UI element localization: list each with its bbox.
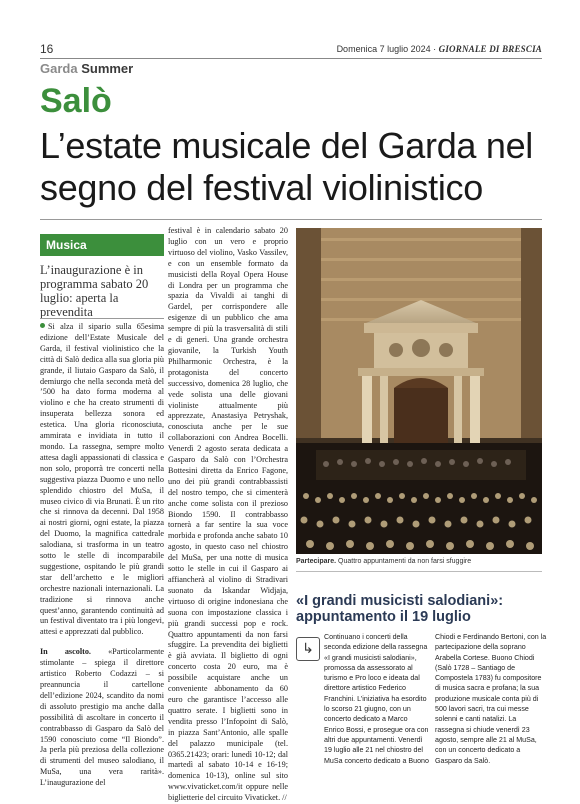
article-paragraph-1 [40, 322, 164, 638]
photo-caption-lead: Partecipare. [296, 558, 337, 565]
article-paragraph-3: festival è in calendario sabato 20 luglio con un vero e proprio virtuoso del violino, Vasko Vassilev, e con un ensemble formato da musicisti della Royal Opera House di Londra per un programma che spazia da Vivaldi ai tanghi di Gardel, per corrispondere alle esigenze di un pubblico che ama sempre di più la trasversalità di stili e di generi. Una grande orchestra giovanile, la Turkish Youth Philharmonic Orchestra, è la protagonista del concerto successivo, domenica 28 luglio, che vede solista una delle giovani violiniste attualmente più apprezzate, Anastasiya Petryshak, conosciuta anche per le sue collaborazioni con Andrea Bocelli. Venerdì 2 agosto serata dedicata a Gasparo da Salò con l’Orchestra Bottesini diretta da Enrico Fagone, uno dei più grandi contrabbassisti del nostro tempo, che si cimenterà anche come solista con il prezioso Biondo 1590. Il contrabbasso tornerà a far sentire la sua voce morbida e profonda anche sabato 10 agosto, in questo caso nel chiostro del MuSa, per una notte di musica sotto le stelle in cui il Gasparo ai affiancherà al violino di Stradivari suonato da Iskandar Widjaja, virtuoso di origine indonesiana che suona con impostazione classica i più grandi successi pop e rock. Quattro appuntamenti da non farsi sfuggire. La prevendita dei biglietti è già avviata. Il biglietto di ogni concerto costa 20 euro, ma è possibile acquistare anche un conveniente abbonamento da 60 euro che garantisce l’accesso alle quattro serate. I biglietti sono in vendita presso l’Infopoint di Salò, in piazza Sant’Antonio, alle spalle del palazzo municipale (tel. 0365.21423; orari: lunedì 10-12; dal martedì al sabato 10-14 e 16-19; domenica 10-13), online sul sito www.vivaticket.com/it oppure nelle biglietterie del circuito Vivaticket. // [168, 226, 288, 803]
kicker: L’inaugurazione è in programma sabato 20 luglio: aperta la prevendita [40, 263, 149, 319]
sidebar-title: «I grandi musicisti salodiani»: appuntamento il 19 luglio [296, 593, 504, 625]
section-label [40, 61, 133, 76]
section-label-part1: Garda [40, 61, 78, 76]
arrow-icon: ↳ [296, 637, 320, 661]
article-paragraph-1-text: Si alza il sipario sulla 65esima edizione dell’Estate Musicale del Garda, il festival violinistico che la città di Salò dedica alla sua gloria più grande, il liutaio Gasparo da Salò, il demiurgo che nella seconda metà del ’500 ha dato forma moderna al violino e che ha creato strumenti di insuperata bellezza sonora ed estetica. Una gloria riconosciuta, ammirata e invidiata in tutto il mondo. La rassegna, sempre molto attesa dagli appassionati di classica e non solo, proporrà tre concerti nella suggestiva piazza Duomo e uno nello splendido chiostro del MuSa, il museo civico di via Brunati. È un rito che si rinnova da decenni. Dal 1958 ai nostri giorni, ogni estate, la piazza del Duomo, la magnifica cattedrale salodiana, si trasforma in un teatro sotto le stelle di incomparabile suggestione, ospitando le più grandi star dell’archetto e le migliori orchestre nazionali internazionali. La tradizione si rinnova anche quest’anno, garantendo continuità ad un festival diventato tra i più longevi, attesi e apprezzati dal pubblico. [40, 322, 164, 637]
bullet-icon [40, 323, 45, 328]
issue-date: Domenica 7 luglio 2024 [336, 44, 431, 54]
photo-caption [296, 558, 546, 565]
newspaper-name: GIORNALE DI BRESCIA [438, 44, 542, 54]
article-paragraph-2-text: «Particolarmente stimolante – spiega il direttore artistico Roberto Codazzi – si preannuncia il cartellone dell’edizione 2024, scandito da nomi di assoluto prestigio ma anche dalla possibilità di ascoltare in concerto il contrabbasso di Gasparo da Salò del 1590 conosciuto come “Il Biondo”. Ja perla più preziosa della collezione di strumenti del museo salodiano, il MuSa, una vera rarità». L’inaugurazione del [40, 647, 164, 788]
sidebar-paragraph-2: Chiodi e Ferdinando Bertoni, con la partecipazione della soprano Arabella Cortese. Buono Chiodi (Salò 1728 – Santiago de Compostela 1783) fu compositore di musica sacra e profana; la sua produzione musicale conta più di 500 lavori sacri, tra cui messe solenni e canti natalizi. La rassegna si chiude venerdì 23 agosto, sempre alle 21 al MuSa, con un concerto dedicato a Gasparo da Salò. [435, 633, 547, 765]
paragraph-lead: In ascolto. [40, 647, 91, 657]
sidebar-paragraph-1: Continuano i concerti della seconda edizione della rassegna «I grandi musicisti salodiani», promossa da assessorato al turismo e Pro loco e ideata dal direttore artistico Federico Franchini. L’iniziativa ha esordito lo scorso 21 giugno, con un concerto dedicato a Marco Enrico Bossi, e prosegue ora con altri due appuntamenti. Venerdì 19 luglio alle 21 nel chiostro del MuSa concerto dedicato a Buono [324, 633, 429, 765]
city-title: Salò [40, 82, 112, 120]
dateline-separator: · [433, 44, 437, 54]
caption-rule [296, 571, 542, 572]
page-dateline [337, 44, 542, 54]
headline-rule [40, 219, 542, 220]
sidebar-column-2 [435, 632, 547, 766]
article-column-2 [168, 226, 288, 804]
concert-photo [296, 228, 542, 554]
article-paragraph-2 [40, 647, 164, 789]
page-number: 16 [40, 42, 54, 56]
article-column-1 [40, 322, 164, 789]
concert-photo-illustration [296, 228, 542, 554]
photo-caption-text: Quattro appuntamenti da non farsi sfuggire [336, 558, 472, 565]
kicker-rule [40, 318, 164, 319]
sidebar-column-1 [324, 632, 429, 766]
category-tag: Musica [40, 234, 164, 256]
headline: L’estate musicale del Garda nel segno del festival violinistico [40, 125, 533, 208]
header-rule [40, 58, 542, 59]
section-label-part2: Summer [81, 61, 134, 76]
